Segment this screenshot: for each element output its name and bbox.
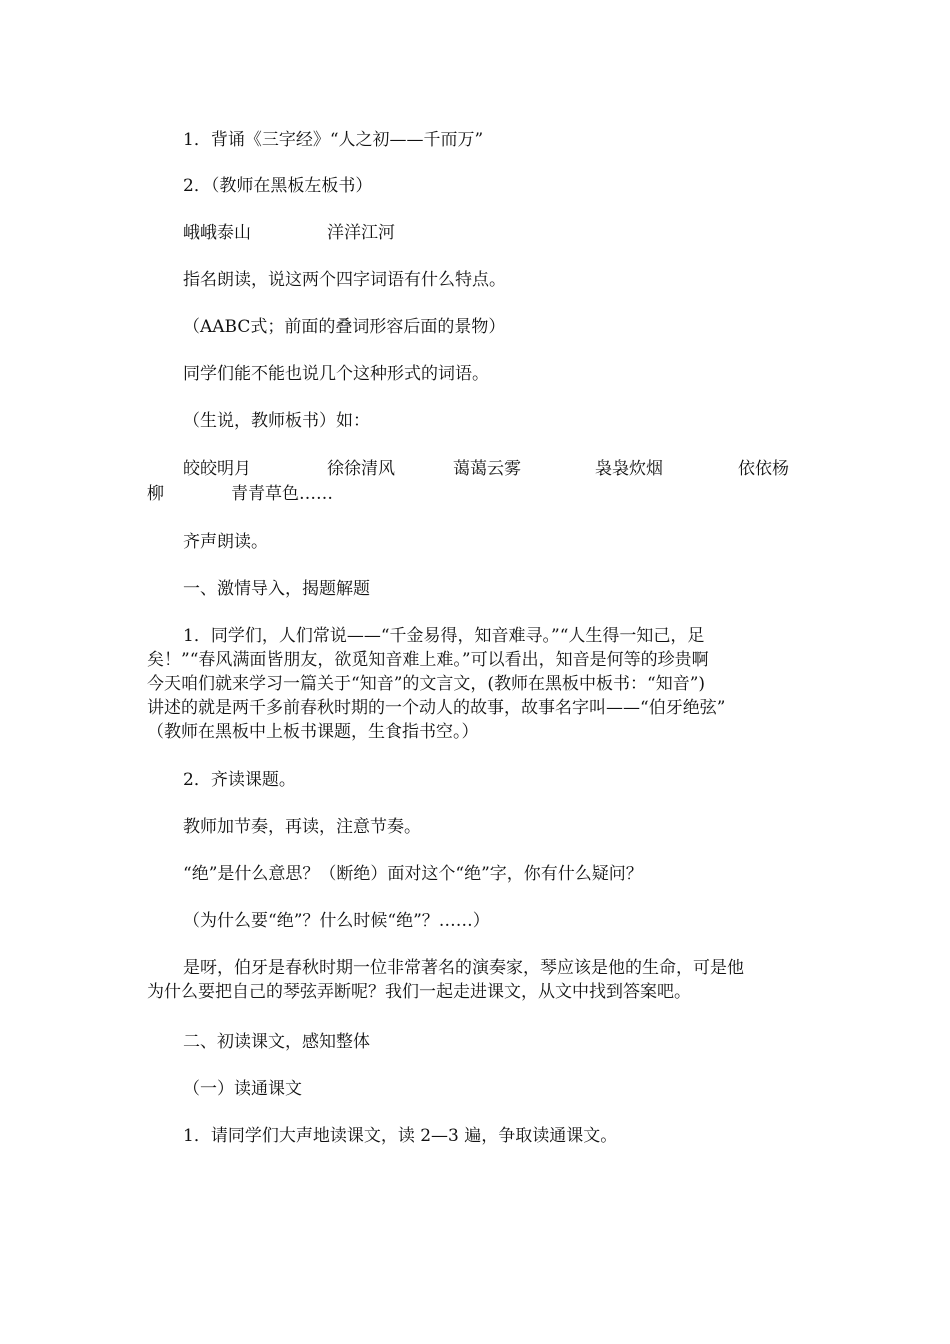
subsection-heading: （一）读通课文	[183, 1079, 302, 1099]
board-word: 柳	[147, 484, 164, 504]
paragraph-line: （教师在黑板中上板书课题，生食指书空。）	[147, 722, 479, 742]
board-word: 徐徐清风	[327, 459, 395, 479]
text-line: （AABC式；前面的叠词形容后面的景物）	[183, 317, 506, 337]
text-line: 教师加节奏，再读，注意节奏。	[183, 817, 421, 837]
paragraph-line: 今天咱们就来学习一篇关于“知音”的文言文，(教师在黑板中板书：“知音”)	[147, 674, 706, 694]
board-word: 蔼蔼云雾	[453, 459, 521, 479]
paragraph-line: 为什么要把自己的琴弦弄断呢？我们一起走进课文，从文中找到答案吧。	[147, 982, 691, 1002]
text-line: 同学们能不能也说几个这种形式的词语。	[183, 364, 489, 384]
text-line: 指名朗读，说这两个四字词语有什么特点。	[183, 270, 506, 290]
paragraph-line: 矣！”“春风满面皆朋友，欲觅知音难上难。”可以看出，知音是何等的珍贵啊	[147, 650, 709, 670]
board-word: 洋洋江河	[327, 223, 395, 243]
text-line: 2．齐读课题。	[183, 770, 296, 790]
paragraph-line: 1．同学们，人们常说——“千金易得，知音难寻。”“人生得一知己，足	[183, 626, 705, 646]
text-line: “绝”是什么意思？（断绝）面对这个“绝”字，你有什么疑问？	[183, 864, 643, 884]
text-line: 齐声朗读。	[183, 532, 268, 552]
paragraph-line: 是呀，伯牙是春秋时期一位非常著名的演奏家，琴应该是他的生命，可是他	[183, 958, 744, 978]
board-word: 皎皎明月	[183, 459, 251, 479]
section-heading: 一、激情导入，揭题解题	[183, 579, 370, 599]
board-word: 依依杨	[738, 459, 789, 479]
text-line: （生说，教师板书）如：	[183, 411, 370, 431]
text-line: （为什么要“绝”？什么时候“绝”？……）	[183, 911, 490, 931]
text-line: 2．（教师在黑板左板书）	[183, 176, 373, 196]
paragraph-line: 讲述的就是两千多前春秋时期的一个动人的故事，故事名字叫——“伯牙绝弦”	[147, 698, 726, 718]
text-line: 1．背诵《三字经》“人之初——千而万”	[183, 130, 484, 150]
section-heading: 二、初读课文，感知整体	[183, 1032, 370, 1052]
board-word: 青青草色……	[231, 484, 333, 504]
board-word: 峨峨泰山	[183, 223, 251, 243]
text-line: 1．请同学们大声地读课文，读 2—3 遍，争取读通课文。	[183, 1126, 618, 1146]
board-word: 袅袅炊烟	[595, 459, 663, 479]
